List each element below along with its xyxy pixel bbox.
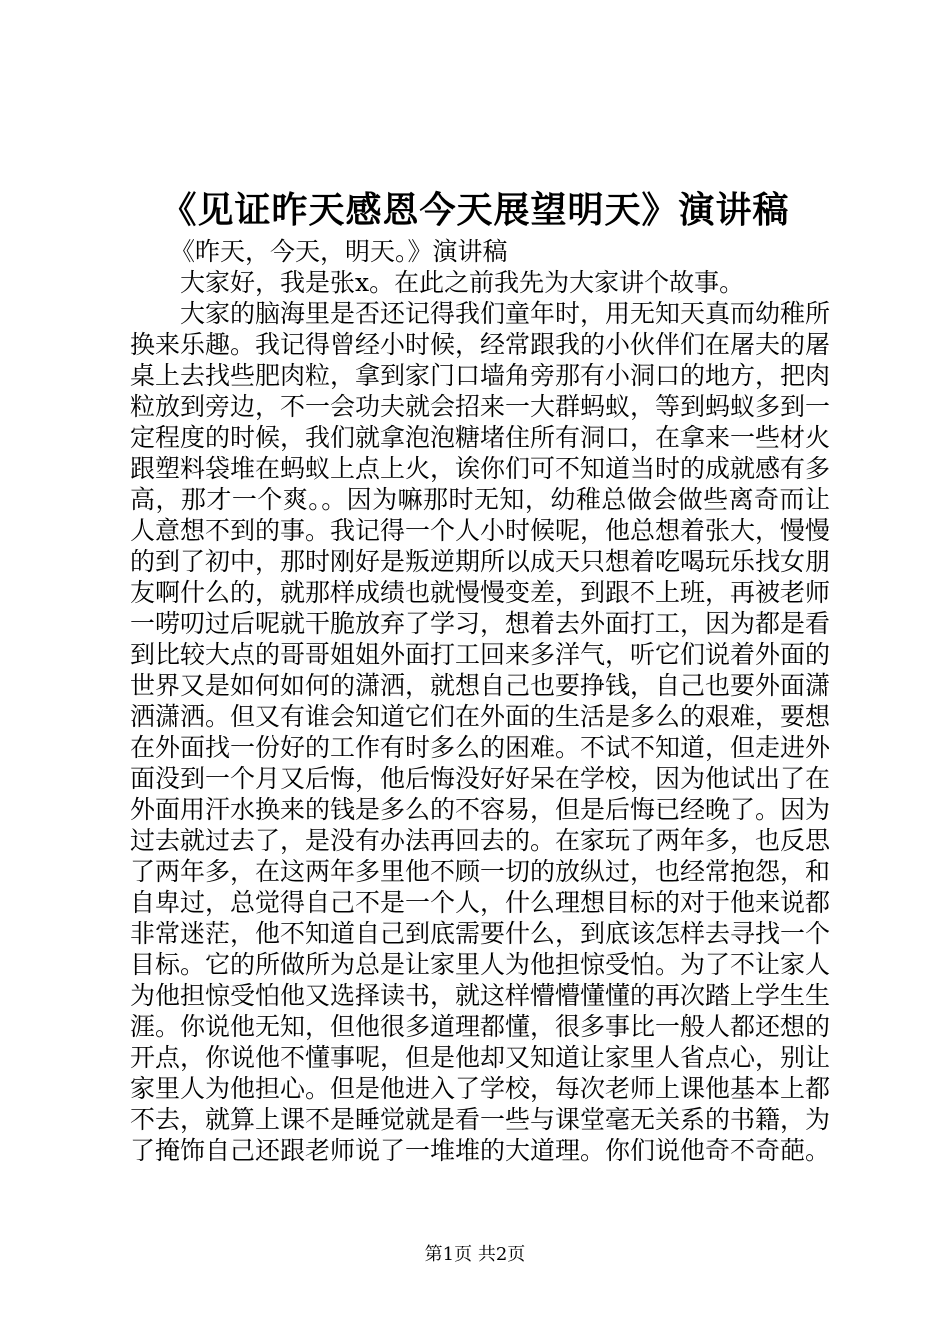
greeting-paragraph: 大家好，我是张x。在此之前我先为大家讲个故事。 [180,268,745,297]
story-paragraph: 大家的脑海里是否还记得我们童年时，用无知天真而幼稚所换来乐趣。我记得曾经小时候，经常跟我的小伙伴们在屠夫的屠桌上去找些肥肉粒，拿到家门口墙角旁那有小洞口的地方，把肉粒放到旁边，不一会功夫就会招来一大群蚂蚁，等到蚂蚁多到一定程度的时候，我们就拿泡泡糖堵住所有洞口，在拿来一些材火跟塑料袋堆在蚂蚁上点上火，诶你们可不知道当时的成就感有多高，那才一个爽。。因为嘛那时无知，幼稚总做会做些离奇而让人意想不到的事。我记得一个人小时候呢，他总想着张大，慢慢的到了初中，那时刚好是叛逆期所以成天只想着吃喝玩乐找女朋友啊什么的，就那样成绩也就慢慢变差，到跟不上班，再被老师一唠叨过后呢就干脆放弃了学习，想着去外面打工，因为都是看到比较大点的哥哥姐姐外面打工回来多洋气，听它们说着外面的世界又是如何如何的潇洒，就想自己也要挣钱，自己也要外面潇洒潇洒。但又有谁会知道它们在外面的生活是多么的艰难，要想在外面找一份好的工作有时多么的困难。不试不知道，但走进外面没到一个月又后悔，他后悔没好好呆在学校，因为他试出了在外面用汗水换来的钱是多么的不容易，但是后悔已经晚了。因为过去就过去了，是没有办法再回去的。在家玩了两年多，也反思了两年多，在这两年多里他不顾一切的放纵过，也经常抱怨，和自卑过，总觉得自己不是一个人，什么理想目标的对于他来说都非常迷茫，他不知道自己到底需要什么，到底该怎样去寻找一个目标。它的所做所为总是让家里人为他担惊受怕。为了不让家人为他担惊受怕他又选择读书，就这样懵懵懂懂的再次踏上学生生涯。你说他无知，但他很多道理都懂，很多事比一般人都还想的开点，你说他不懂事呢，但是他却又知道让家里人省点心，别让家里人为他担心。但是他进入了学校，每次老师上课他基本上都不去，就算上课不是睡觉就是看一些与课堂毫无关系的书籍，为了掩饰自己还跟老师说了一堆堆的大道理。你们说他奇不奇葩。 [130,299,831,1165]
document-body [130,236,830,1166]
page-footer: 第1页 共2页 [424,1244,526,1265]
document-title: 《见证昨天感恩今天展望明天》演讲稿 [160,189,790,231]
subtitle-paragraph: 《昨天，今天，明天。》演讲稿 [170,237,508,266]
